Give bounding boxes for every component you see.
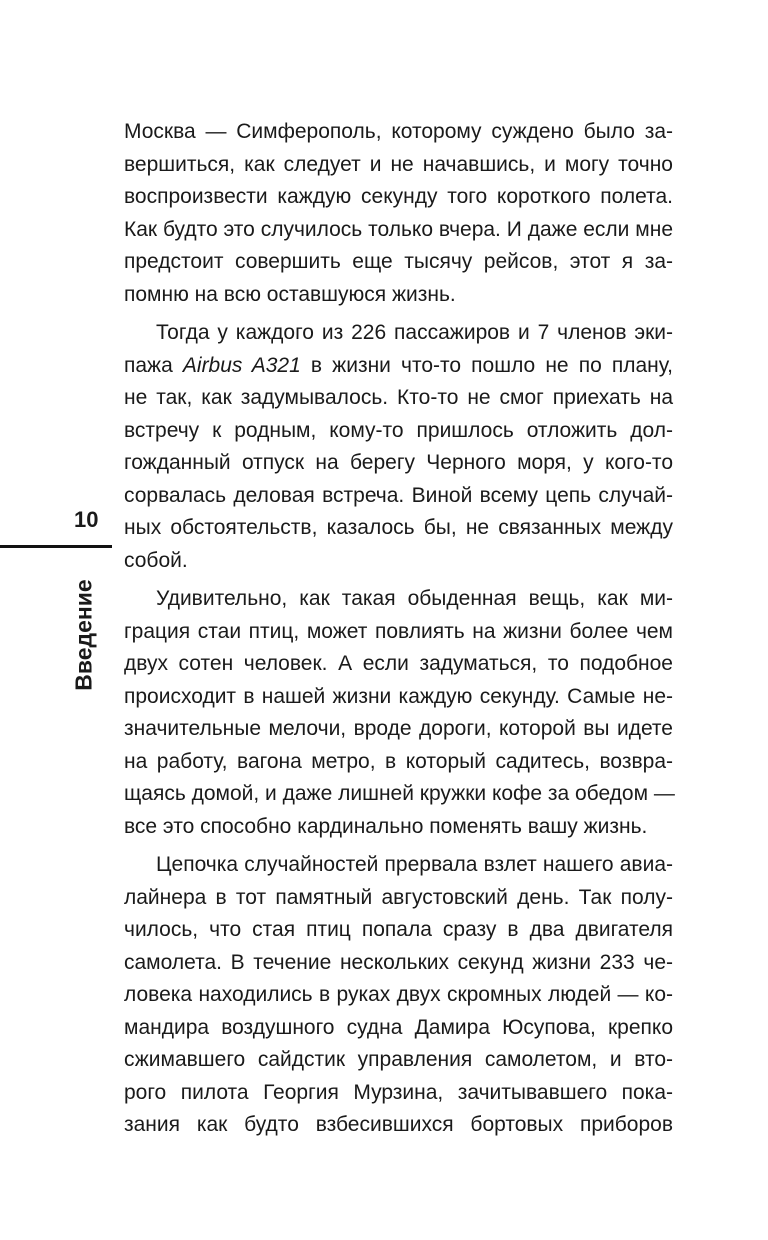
text-line: Удивительно, как такая обыденная вещь, как ми- [156,587,673,610]
paragraph [124,583,673,843]
text-line: на работу, вагона метро, в который садитесь, возвра- [124,749,673,773]
text-line: лайнера в тот памятный августовский день. Так полу- [124,885,673,909]
text-line [124,350,673,383]
text-line: чилось, что стая птиц попала сразу в два двигателя [124,918,673,941]
text-line: происходит в нашей жизни каждую секунду. Самые не- [124,684,673,708]
text-line: гожданный отпуск на берегу Черного моря, у кого-то [124,451,673,474]
text-line: Тогда у каждого из 226 пассажиров и 7 членов эки- [156,321,673,344]
paragraph [124,317,673,577]
text-line: собой. [124,548,188,572]
text-line: встречу к родным, кому-то пришлось отложить дол- [124,418,673,442]
text-line: все это способно кардинально поменять вашу жизнь. [124,814,648,838]
body-text [124,116,673,1142]
text-line: ных обстоятельств, казалось бы, не связанных между [124,516,673,539]
text-fragment: в жизни что-то пошло не по плану, [310,353,674,377]
text-line: Как будто это случилось только вчера. И даже если мне [124,217,673,241]
text-line: значительные мелочи, вроде дороги, которой вы идете [124,717,673,740]
margin-rule [0,545,112,548]
text-line: Цепочка случайностей прервала взлет нашего авиа- [156,853,673,876]
text-line: вершиться, как следует и не начавшись, и могу точно [124,152,673,176]
text-line: Москва — Симферополь, которому суждено было за- [124,120,673,143]
text-line: помню на всю оставшуюся жизнь. [124,282,456,306]
page-number: 10 [74,507,99,532]
text-line: щаясь домой, и даже лишней кружки кофе за обедом — [124,782,675,805]
text-line: воспроизвести каждую секунду того короткого полета. [124,185,673,208]
text-line: мандира воздушного судна Дамира Юсупова, крепко [124,1015,673,1039]
text-line: зания как будто взбесившихся бортовых приборов [124,1113,673,1136]
section-running-head: Введение [70,579,97,691]
text-line: грация стаи птиц, может повлиять на жизни более чем [124,619,673,643]
text-line: предстоит совершить еще тысячу рейсов, этот я за- [124,250,673,273]
text-line: двух сотен человек. А если задуматься, то подобное [124,652,673,675]
text-line: самолета. В течение нескольких секунд жизни 233 че- [124,950,673,974]
paragraph [124,116,673,311]
text-line: ловека находились в руках двух скромных людей — ко- [124,983,673,1006]
paragraph [124,849,673,1142]
text-line: не так, как задумывалось. Кто-то не смог приехать на [124,386,673,409]
text-line: рого пилота Георгия Мурзина, зачитывавшего пока- [124,1080,673,1104]
text-line: сжимавшего сайдстик управления самолетом, и вто- [124,1048,673,1071]
aircraft-model: Airbus A321 [182,353,301,377]
text-line: сорвалась деловая встреча. Виной всему цепь случай- [124,483,673,507]
text-fragment: пажа [124,353,173,377]
